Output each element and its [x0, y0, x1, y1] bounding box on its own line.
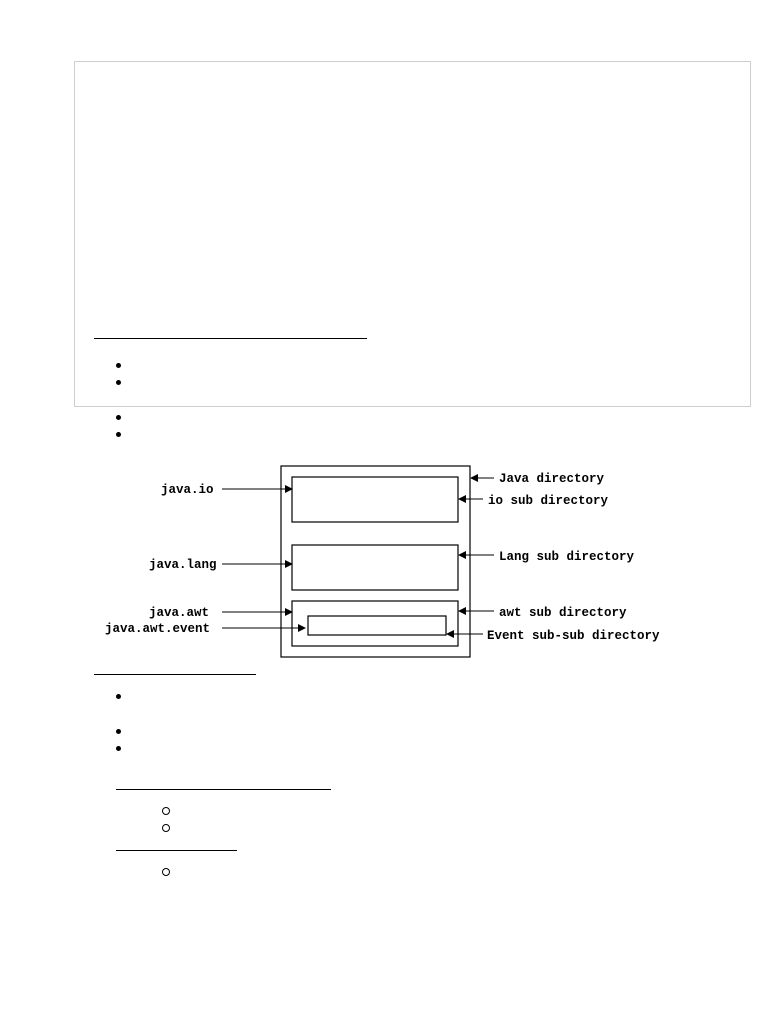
label-java-directory: Java directory — [499, 472, 605, 486]
subsection-rule-1 — [116, 789, 331, 790]
package-label-event: java.awt.event — [105, 622, 211, 636]
bullet-5 — [116, 694, 121, 699]
io-directory-box — [292, 477, 458, 522]
sub-bullet-1 — [162, 807, 170, 815]
package-label-io: java.io — [161, 483, 214, 497]
label-lang-directory: Lang sub directory — [499, 550, 635, 564]
package-label-lang: java.lang — [149, 558, 217, 572]
section-rule — [94, 674, 256, 675]
sub-bullet-2 — [162, 824, 170, 832]
bullet-7 — [116, 746, 121, 751]
subsection-rule-2 — [116, 850, 237, 851]
label-awt-directory: awt sub directory — [499, 606, 627, 620]
label-io-directory: io sub directory — [488, 494, 609, 508]
label-event-directory: Event sub-sub directory — [487, 629, 660, 643]
sub-bullet-3 — [162, 868, 170, 876]
package-label-awt: java.awt — [149, 606, 210, 620]
bullet-6 — [116, 729, 121, 734]
event-directory-box — [308, 616, 446, 635]
lang-directory-box — [292, 545, 458, 590]
